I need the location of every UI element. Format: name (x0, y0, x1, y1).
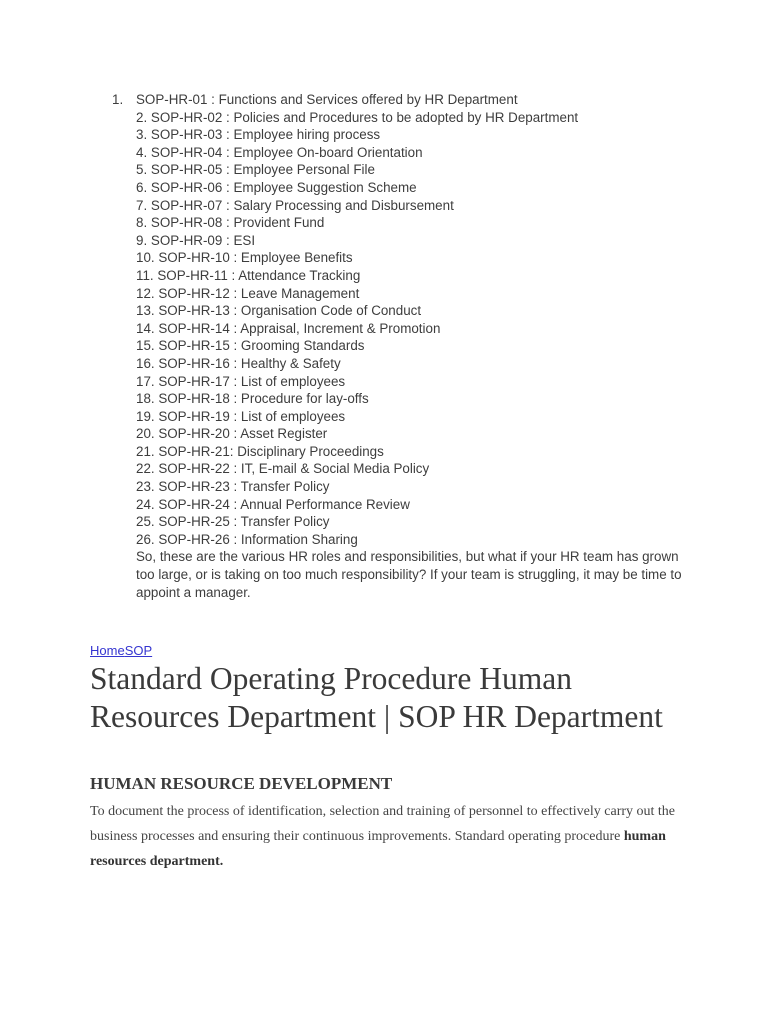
list-item: 22. SOP-HR-22 : IT, E-mail & Social Media Policy (136, 461, 430, 477)
closing-paragraph: So, these are the various HR roles and responsibilities, but what if your HR team has grown too large, or is taking on too much responsibility? If your team is struggling, it may be time to appoint a manager. (136, 549, 682, 600)
list-item: 10. SOP-HR-10 : Employee Benefits (136, 250, 353, 266)
list-item-text: SOP-HR-01 : Functions and Services offered by HR Department (136, 92, 518, 107)
list-item: 9. SOP-HR-09 : ESI (136, 232, 256, 248)
sop-items (136, 109, 768, 549)
description-text: To document the process of identification, selection and training of personnel to effectively carry out the business processes and ensuring their continuous improvements. Standard operating procedure (90, 804, 676, 844)
list-item: 23. SOP-HR-23 : Transfer Policy (136, 479, 330, 495)
breadcrumb-home-link[interactable]: Home (90, 643, 125, 658)
list-item: 15. SOP-HR-15 : Grooming Standards (136, 338, 365, 354)
list-item: 6. SOP-HR-06 : Employee Suggestion Scheme (136, 179, 417, 195)
list-item: 12. SOP-HR-12 : Leave Management (136, 285, 360, 301)
breadcrumb (90, 643, 152, 658)
list-item: 21. SOP-HR-21: Disciplinary Proceedings (136, 443, 384, 459)
description-paragraph (90, 799, 690, 874)
description-bold: human resources department. (90, 829, 666, 869)
list-item: 8. SOP-HR-08 : Provident Fund (136, 215, 325, 231)
page-title: Standard Operating Procedure Human Resources Department | SOP HR Department (90, 661, 663, 734)
list-item: 2. SOP-HR-02 : Policies and Procedures to be adopted by HR Department (136, 109, 579, 125)
list-item: 24. SOP-HR-24 : Annual Performance Review (136, 496, 410, 512)
list-item: 26. SOP-HR-26 : Information Sharing (136, 531, 358, 547)
list-item: 4. SOP-HR-04 : Employee On-board Orientation (136, 144, 423, 160)
list-item: 16. SOP-HR-16 : Healthy & Safety (136, 355, 341, 371)
section-heading: HUMAN RESOURCE DEVELOPMENT (90, 774, 393, 793)
sop-list (0, 91, 768, 601)
list-item-number: 1. (112, 92, 124, 107)
list-item: 25. SOP-HR-25 : Transfer Policy (136, 514, 330, 530)
list-item: 19. SOP-HR-19 : List of employees (136, 408, 346, 424)
list-item: 11. SOP-HR-11 : Attendance Tracking (136, 267, 361, 283)
list-item: 7. SOP-HR-07 : Salary Processing and Disbursement (136, 197, 454, 213)
list-item (0, 91, 768, 109)
list-item: 13. SOP-HR-13 : Organisation Code of Conduct (136, 303, 422, 319)
list-item: 3. SOP-HR-03 : Employee hiring process (136, 127, 381, 143)
list-item: 5. SOP-HR-05 : Employee Personal File (136, 162, 375, 178)
list-item: 14. SOP-HR-14 : Appraisal, Increment & Promotion (136, 320, 441, 336)
list-item: 18. SOP-HR-18 : Procedure for lay-offs (136, 391, 369, 407)
list-item: 17. SOP-HR-17 : List of employees (136, 373, 346, 389)
breadcrumb-sop-link[interactable]: SOP (124, 643, 153, 658)
list-item: 20. SOP-HR-20 : Asset Register (136, 426, 328, 442)
